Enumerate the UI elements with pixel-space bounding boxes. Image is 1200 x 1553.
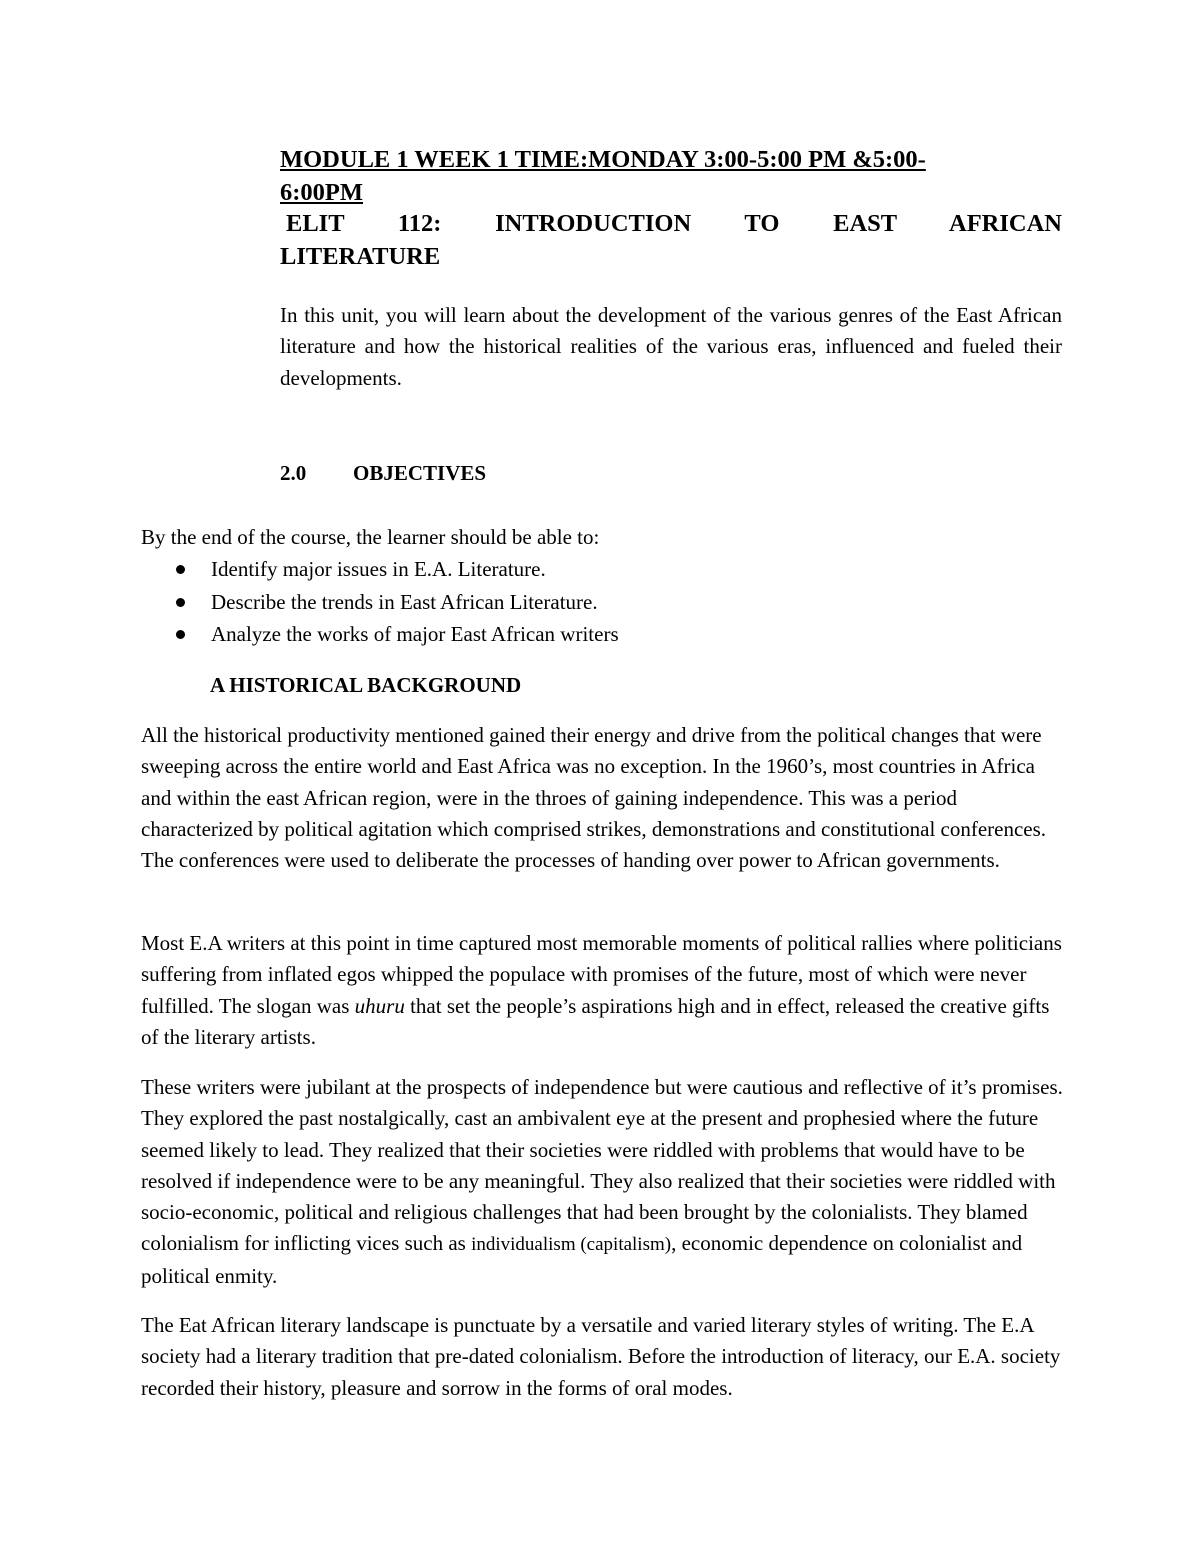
course-title-line1: ELIT 112: INTRODUCTION TO EAST AFRICAN (286, 210, 1062, 237)
list-item-text: Identify major issues in E.A. Literature. (211, 557, 546, 581)
objectives-number: 2.0 (280, 461, 307, 485)
objectives-lead-block (141, 522, 1063, 553)
bullet-icon (176, 565, 185, 574)
paragraph-block-1 (141, 720, 1063, 876)
paragraph-3-text-b: , economic dependence on colonialist and political enmity. (141, 1231, 1023, 1288)
objectives-lead: By the end of the course, the learner should be able to: (141, 525, 600, 549)
list-item-text: Describe the trends in East African Literature. (211, 589, 598, 614)
intro-paragraph: In this unit, you will learn about the development of the various genres of the East African literature and how the historical realities of the various eras, influenced and fueled their developments. (280, 303, 1062, 390)
paragraph-block-2 (141, 928, 1063, 1053)
module-time-line-cont: 6:00PM (280, 179, 363, 206)
list-item (141, 553, 619, 586)
paragraph-2 (141, 928, 1063, 1053)
paragraph-3 (141, 1072, 1063, 1292)
objectives-list (141, 553, 619, 651)
uhuru-italic: uhuru (354, 993, 405, 1018)
list-item (141, 586, 619, 619)
bullet-icon (176, 630, 185, 639)
course-title (280, 207, 1062, 273)
objectives-title: OBJECTIVES (353, 461, 487, 485)
paragraph-2-text-b: that set the people’s aspirations high and in effect, released the creative gifts of the literary artists. (141, 993, 1050, 1049)
historical-background-heading: A HISTORICAL BACKGROUND (210, 673, 522, 697)
list-item (141, 618, 619, 651)
paragraph-2-text-a: Most E.A writers at this point in time captured most memorable moments of political rallies where politicians suffering from inflated egos whipped the populace with promises of the future, most of which were never fulfilled. The slogan was (141, 931, 1062, 1018)
paragraph-block-4 (141, 1310, 1063, 1404)
paragraph-4: The Eat African literary landscape is punctuate by a versatile and varied literary styles of writing. The E.A society had a literary tradition that pre-dated colonialism. Before the introduction of literacy, our E.A. society recorded their history, pleasure and sorrow in the forms of oral modes. (141, 1313, 1061, 1400)
paragraph-3-small-text: individualism (capitalism) (471, 1234, 672, 1256)
module-time-line: MODULE 1 WEEK 1 TIME:MONDAY 3:00-5:00 PM &5:00- (280, 146, 926, 173)
module-header (280, 143, 1062, 209)
paragraph-3-text-a: These writers were jubilant at the prospects of independence but were cautious and reflective of it’s promises. They explored the past nostalgically, cast an ambivalent eye at the present and prophesied where the future seemed likely to lead. They realized that their societies were riddled with problems that would have to be resolved if independence were to be any meaningful. They also realized that their societies were riddled with socio-economic, political and religious challenges that had been brought by the colonialists. They blamed colonialism for inflicting vices such as (141, 1075, 1063, 1256)
course-title-line2: LITERATURE (280, 243, 441, 270)
intro-paragraph-block (280, 300, 1062, 394)
bullet-icon (176, 598, 185, 607)
paragraph-1: All the historical productivity mentioned gained their energy and drive from the political changes that were sweeping across the entire world and East Africa was no exception. In the 1960’s, most countries in Africa and within the east African region, were in the throes of gaining independence. This was a period characterized by political agitation which comprised strikes, demonstrations and constitutional conferences. The conferences were used to deliberate the processes of handing over power to African governments. (141, 723, 1047, 873)
objectives-heading (280, 459, 486, 487)
list-item-text: Analyze the works of major East African writers (211, 622, 619, 646)
paragraph-block-3 (141, 1072, 1063, 1292)
